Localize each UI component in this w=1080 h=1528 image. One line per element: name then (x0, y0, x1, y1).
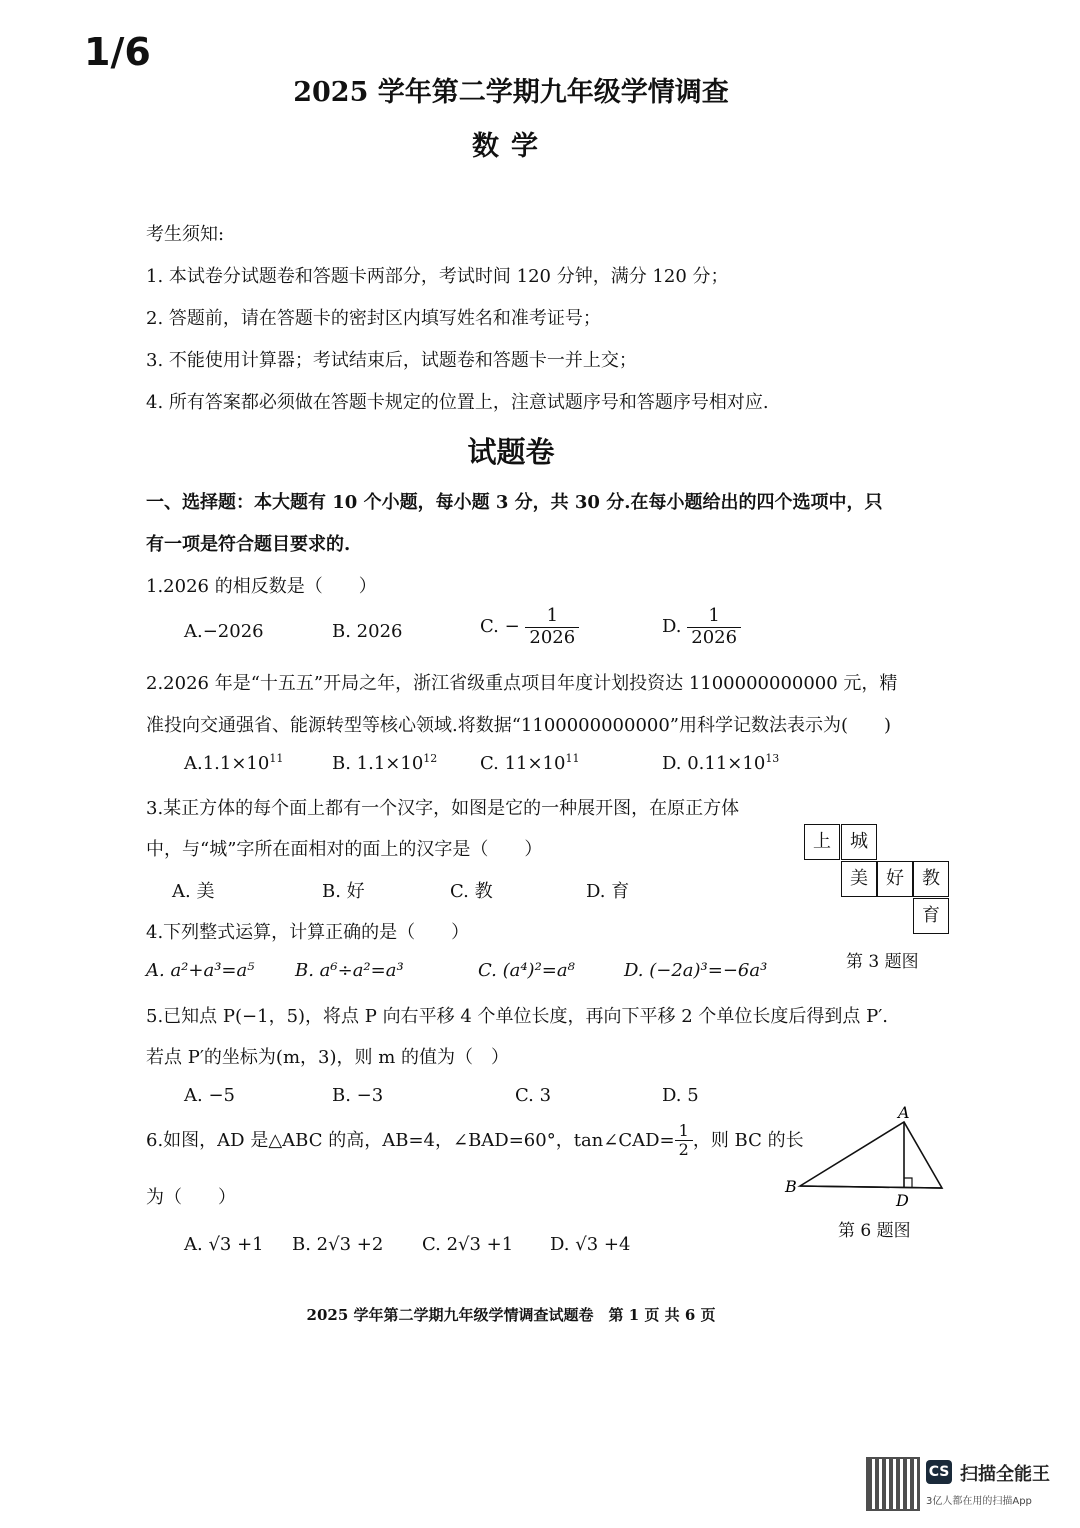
q3-option-a: A. 美 (172, 881, 215, 902)
triangle-abc (800, 1122, 942, 1188)
q5-stem: 5.已知点 P(−1，5)，将点 P 向右平移 4 个单位长度，再向下平移 2 个单位长度后得到点 P′. (146, 1006, 889, 1027)
q3-option-d: D. 育 (586, 881, 630, 902)
cube-net-face: 育 (913, 898, 949, 934)
q5-option-b: B. −3 (332, 1085, 384, 1106)
subject-title: 数学 (472, 131, 550, 162)
section-title: 试题卷 (467, 435, 555, 469)
notice-item: 4. 所有答案都必须做在答题卡规定的位置上，注意试题序号和答题序号相对应. (146, 392, 769, 413)
part1-instruction: 一、选择题：本大题有 10 个小题，每小题 3 分，共 30 分.在每小题给出的四个选项中，只 (146, 492, 883, 513)
camscanner-logo-icon: CS (926, 1460, 952, 1484)
page-footer: 2025 学年第二学期九年级学情调查试题卷 第 1 页 共 6 页 (306, 1306, 716, 1324)
q1-option-d-label: D. (662, 616, 682, 638)
cube-net-face: 城 (841, 824, 877, 860)
triangle-figure (780, 1100, 960, 1210)
notice-item: 3. 不能使用计算器；考试结束后，试题卷和答题卡一并上交； (146, 350, 637, 371)
q1-d-denominator: 2026 (691, 626, 738, 648)
cube-net-face: 好 (877, 861, 913, 897)
q6-figure-caption: 第 6 题图 (838, 1221, 911, 1241)
q6-option-a: A. √3 +1 (184, 1234, 264, 1255)
label-a: A (898, 1103, 910, 1122)
q1-stem: 1.2026 的相反数是（ ） (146, 576, 377, 597)
q4-option-c: C. (a⁴)²=a⁸ (478, 960, 575, 981)
qr-code (866, 1457, 920, 1511)
q2-stem: 2.2026 年是“十五五”开局之年，浙江省级重点项目年度计划投资达 1100000000000 元，精 (146, 673, 898, 694)
q6-option-c: C. 2√3 +1 (422, 1234, 514, 1255)
q1-option-c-label: C. − (480, 616, 520, 638)
q6-stem-cont: 为（ ） (146, 1187, 236, 1208)
q4-option-a: A. a²+a³=a⁵ (146, 960, 255, 981)
notice-heading: 考生须知: (146, 224, 225, 245)
notice-item: 2. 答题前，请在答题卡的密封区内填写姓名和准考证号； (146, 308, 601, 329)
q1-d-numerator: 1 (687, 606, 741, 628)
q1-c-denominator: 2026 (529, 626, 576, 648)
q3-option-b: B. 好 (322, 881, 365, 902)
q4-stem: 4.下列整式运算，计算正确的是（ ） (146, 922, 470, 943)
q4-option-d: D. (−2a)³=−6a³ (624, 960, 768, 981)
scanner-tagline: 3亿人都在用的扫描App (926, 1496, 1032, 1507)
q4-option-b: B. a⁶÷a²=a³ (295, 960, 404, 981)
q3-figure-caption: 第 3 题图 (846, 952, 919, 972)
cube-net-face: 美 (841, 861, 877, 897)
q2-option-b: B. $1.1\times 10^{12}$ (332, 752, 438, 774)
q2-stem-cont: 准投向交通强省、能源转型等核心领域.将数据“1100000000000”用科学记数法表示为( ) (146, 715, 892, 736)
q3-stem: 3.某正方体的每个面上都有一个汉字，如图是它的一种展开图，在原正方体 (146, 798, 740, 819)
exam-title: 2025 学年第二学期九年级学情调查 (293, 77, 729, 108)
q1-option-a: A.−2026 (184, 621, 264, 642)
notice-item: 1. 本试卷分试题卷和答题卡两部分，考试时间 120 分钟，满分 120 分； (146, 266, 729, 287)
q1-c-numerator: 1 (525, 606, 579, 628)
q6-stem-pre: 6.如图，AD 是△ABC 的高，AB=4，∠BAD=60°，tan∠CAD= (146, 1129, 675, 1151)
q6-fraction-denominator: 2 (678, 1140, 689, 1160)
page-marker: 1/6 (84, 30, 151, 74)
q6-option-d: D. √3 +4 (550, 1234, 631, 1255)
q3-option-c: C. 教 (450, 881, 493, 902)
q6-stem-post: ，则 BC 的长 (692, 1129, 804, 1151)
q1-option-d (662, 606, 741, 648)
q2-option-a: $A.1.1\times 10^{11}$ (184, 752, 284, 774)
q6-stem (146, 1122, 804, 1160)
q1-option-c (480, 606, 579, 648)
scanner-app-name: 扫描全能王 (960, 1464, 1050, 1485)
q5-stem-cont: 若点 P′的坐标为(m，3)，则 m 的值为（ ） (146, 1047, 509, 1068)
cube-net-face: 教 (913, 861, 949, 897)
q5-option-d: D. 5 (662, 1085, 699, 1106)
part1-instruction-cont: 有一项是符合题目要求的. (146, 534, 351, 555)
q3-stem-cont: 中，与“城”字所在面相对的面上的汉字是（ ） (146, 839, 543, 860)
base-bc (800, 1186, 942, 1188)
q6-fraction-numerator: 1 (675, 1122, 693, 1141)
q1-option-b: B. 2026 (332, 621, 403, 642)
right-angle-mark (904, 1178, 912, 1188)
q5-option-c: C. 3 (515, 1085, 552, 1106)
q2-option-c: C. $11\times 10^{11}$ (480, 752, 580, 774)
q6-option-b: B. 2√3 +2 (292, 1234, 384, 1255)
q5-option-a: A. −5 (184, 1085, 235, 1106)
q2-option-d: D. $0.11\times 10^{13}$ (662, 752, 780, 774)
label-b: B (785, 1177, 797, 1196)
cube-net-face: 上 (804, 824, 840, 860)
label-d: D (896, 1191, 909, 1210)
